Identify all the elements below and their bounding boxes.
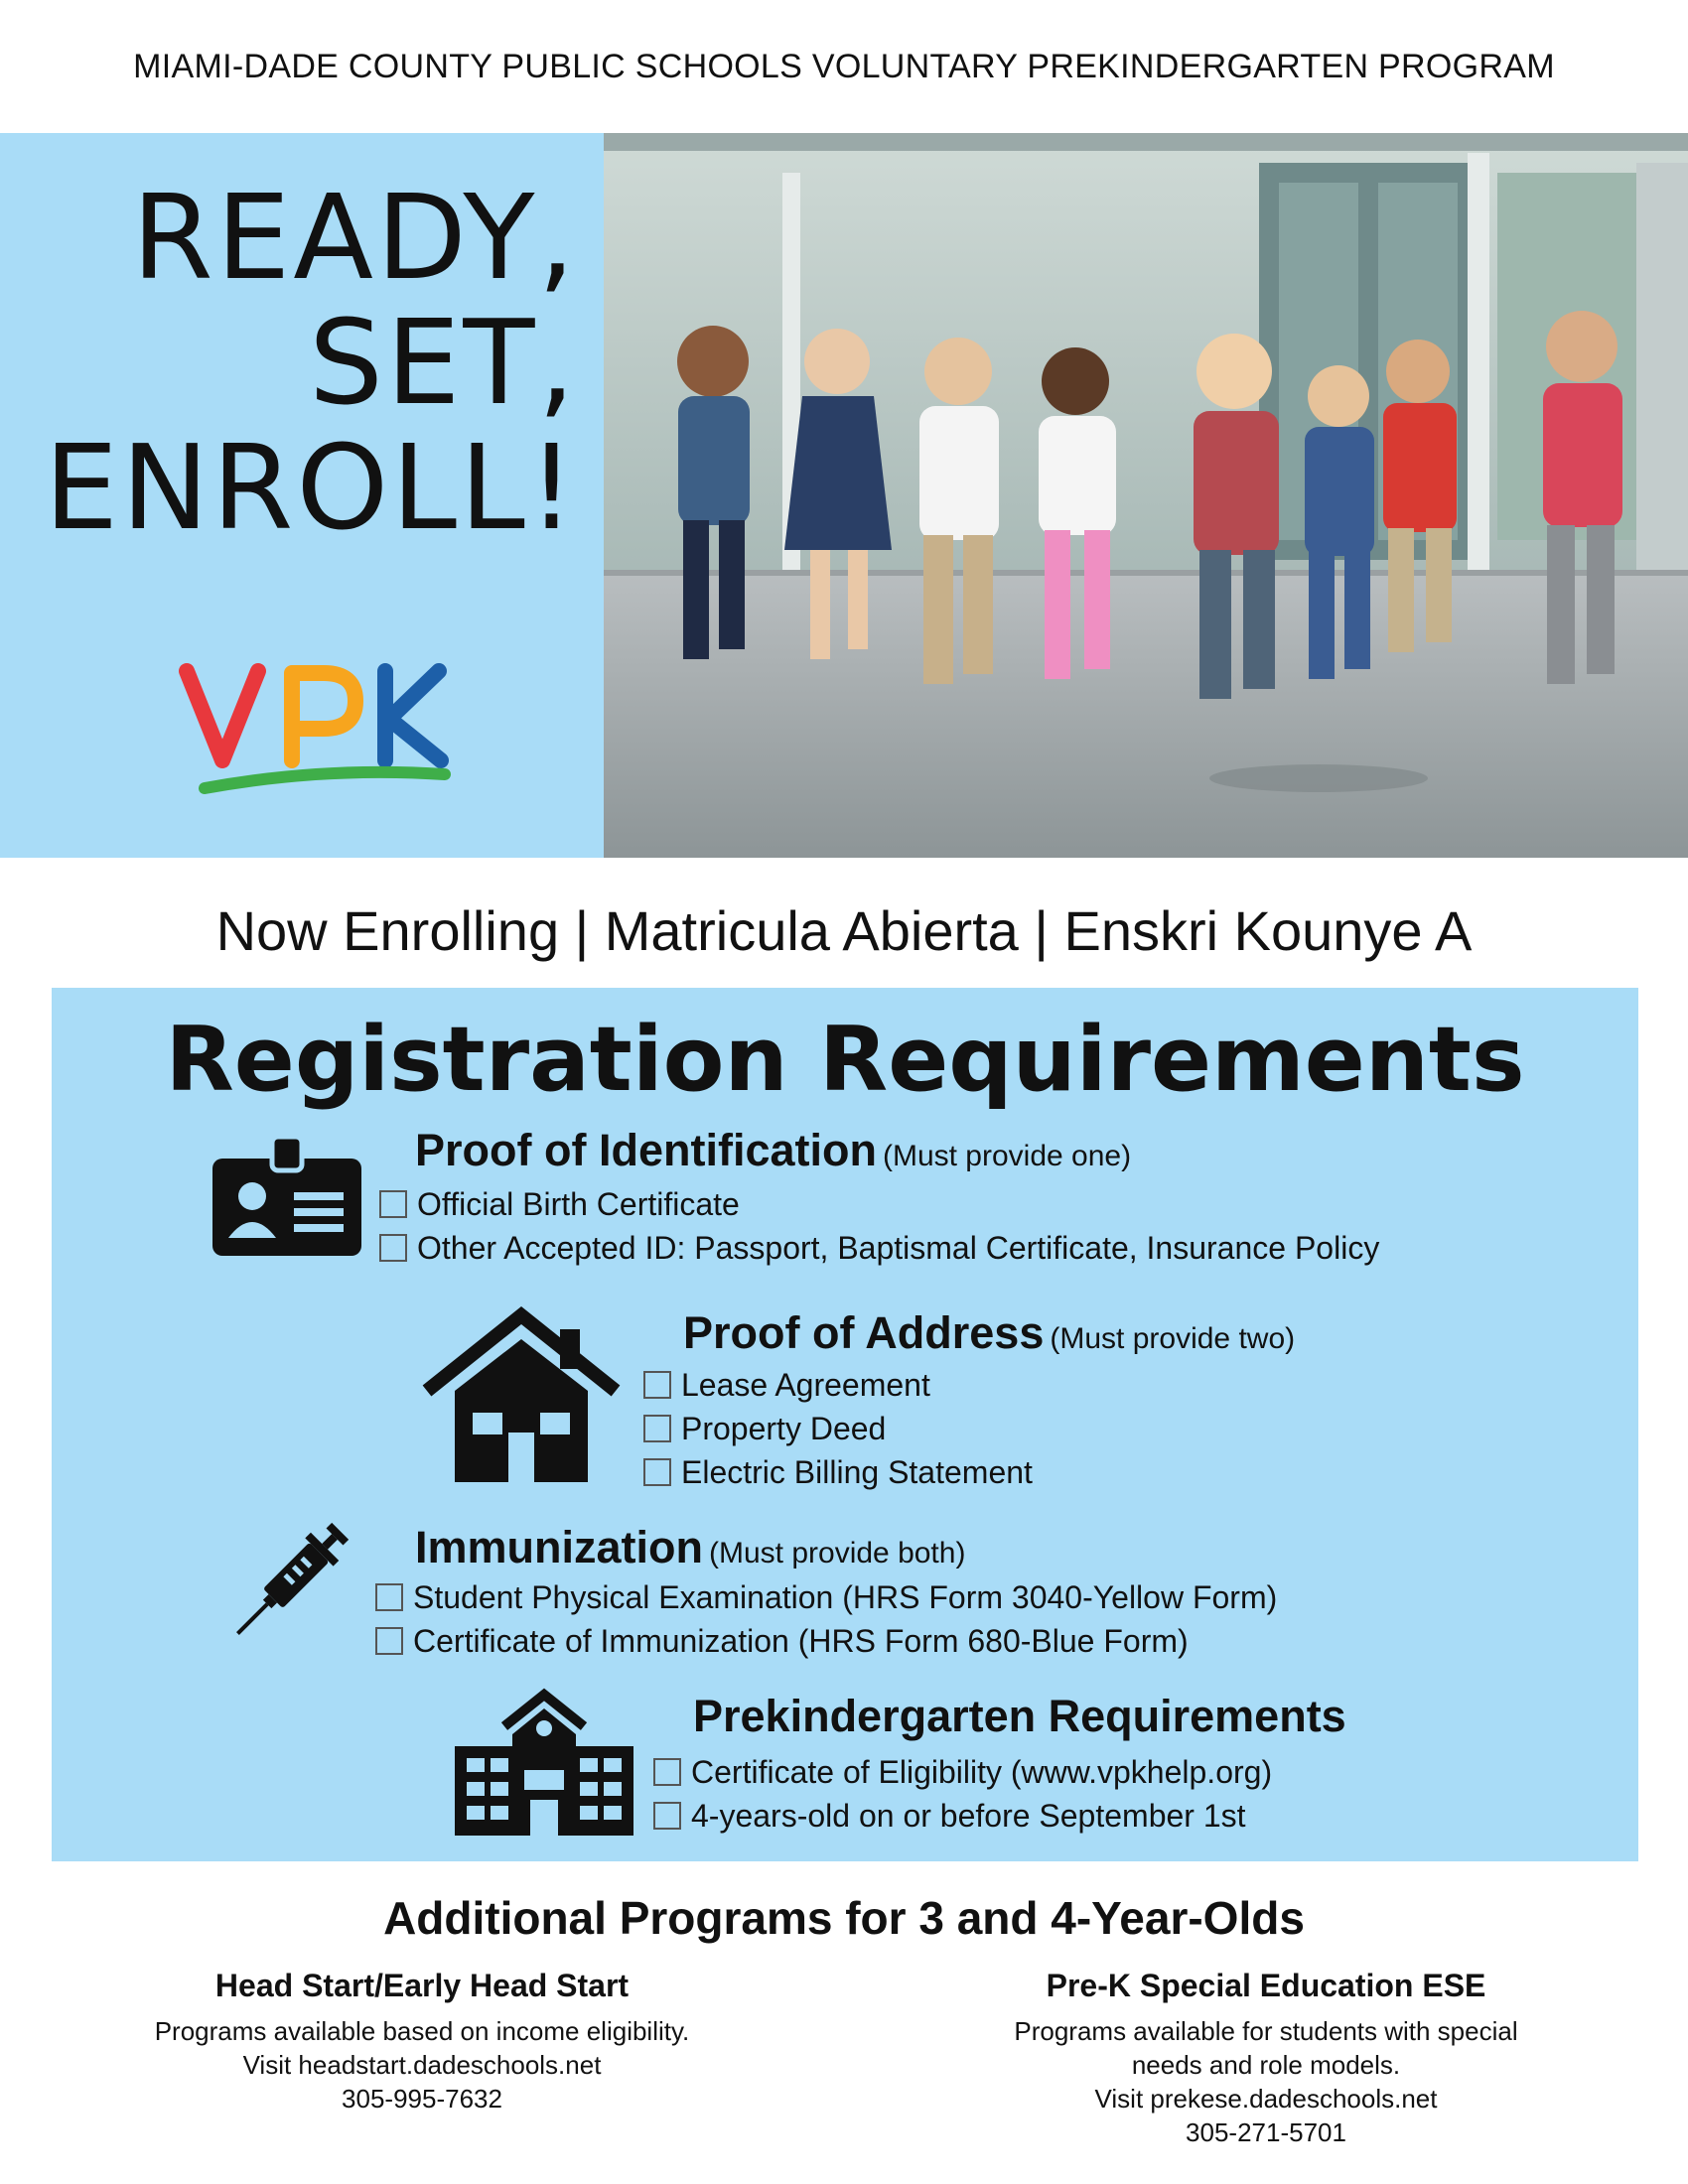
hero-title bbox=[44, 169, 578, 556]
checklist-item-label: Electric Billing Statement bbox=[681, 1453, 1033, 1490]
immunization-heading: Immunization bbox=[415, 1522, 703, 1572]
now-enrolling-banner: Now Enrolling | Matricula Abierta | Enskri Kounye A bbox=[215, 899, 1473, 962]
checklist-item[interactable] bbox=[653, 1794, 1272, 1838]
children-running-photo bbox=[604, 133, 1688, 858]
vpk-logo bbox=[175, 649, 463, 808]
hero-title-line-3: ENROLL! bbox=[44, 419, 578, 556]
address-checklist bbox=[643, 1363, 1033, 1494]
identification-note: (Must provide one) bbox=[882, 1140, 1132, 1172]
address-heading-row bbox=[683, 1307, 1295, 1359]
hero-title-line-2: SET, bbox=[308, 294, 578, 431]
ese-line: needs and role models. bbox=[1131, 2050, 1401, 2080]
prek-heading-row bbox=[693, 1691, 1346, 1742]
checkbox[interactable] bbox=[379, 1234, 407, 1262]
checkbox[interactable] bbox=[643, 1371, 671, 1399]
checklist-item-label: Certificate of Eligibility (www.vpkhelp.org) bbox=[691, 1753, 1273, 1790]
identification-checklist bbox=[379, 1182, 1379, 1270]
identification-heading: Proof of Identification bbox=[415, 1125, 877, 1175]
ese-heading: Pre-K Special Education ESE bbox=[1046, 1968, 1486, 2003]
immunization-note: (Must provide both) bbox=[709, 1537, 966, 1570]
address-note: (Must provide two) bbox=[1050, 1322, 1296, 1355]
checkbox[interactable] bbox=[375, 1583, 403, 1611]
head-start-heading: Head Start/Early Head Start bbox=[214, 1968, 630, 2003]
checkbox[interactable] bbox=[653, 1758, 681, 1786]
ese-line: Programs available for students with special bbox=[1014, 2016, 1518, 2046]
checklist-item-label: 4-years-old on or before September 1st bbox=[691, 1797, 1246, 1834]
ese-url[interactable]: Visit prekese.dadeschools.net bbox=[1094, 2084, 1438, 2114]
checklist-item[interactable] bbox=[375, 1619, 1277, 1663]
checkbox[interactable] bbox=[653, 1802, 681, 1830]
syringe-icon bbox=[228, 1512, 359, 1643]
ese-phone: 305-271-5701 bbox=[1186, 2117, 1346, 2147]
checkbox[interactable] bbox=[643, 1458, 671, 1486]
checklist-item-label: Certificate of Immunization (HRS Form 680-Blue Form) bbox=[413, 1622, 1189, 1659]
checklist-item-label: Official Birth Certificate bbox=[417, 1185, 740, 1222]
id-card-icon bbox=[212, 1137, 361, 1256]
checkbox[interactable] bbox=[375, 1627, 403, 1655]
head-start-program bbox=[99, 1968, 745, 2116]
head-start-phone: 305-995-7632 bbox=[342, 2084, 502, 2114]
house-icon bbox=[421, 1305, 622, 1482]
registration-requirements-panel bbox=[52, 988, 1638, 1861]
hero-title-line-1: READY, bbox=[131, 169, 578, 306]
checklist-item-label: Lease Agreement bbox=[681, 1366, 930, 1403]
checklist-item[interactable] bbox=[379, 1182, 1379, 1226]
checklist-item[interactable] bbox=[643, 1363, 1033, 1407]
checklist-item[interactable] bbox=[379, 1226, 1379, 1270]
immunization-heading-row bbox=[415, 1522, 965, 1573]
head-start-url[interactable]: Visit headstart.dadeschools.net bbox=[242, 2050, 602, 2080]
checklist-item-label: Other Accepted ID: Passport, Baptismal Certificate, Insurance Policy bbox=[417, 1229, 1380, 1266]
checklist-item[interactable] bbox=[643, 1450, 1033, 1494]
prek-heading: Prekindergarten Requirements bbox=[693, 1691, 1346, 1741]
head-start-line: Programs available based on income eligibility. bbox=[154, 2016, 690, 2046]
identification-heading-row bbox=[415, 1125, 1131, 1176]
registration-requirements-title: Registration Requirements bbox=[165, 1008, 1525, 1112]
additional-programs-title: Additional Programs for 3 and 4-Year-Olds bbox=[383, 1892, 1305, 1944]
immunization-checklist bbox=[375, 1575, 1277, 1663]
program-header: MIAMI-DADE COUNTY PUBLIC SCHOOLS VOLUNTARY PREKINDERGARTEN PROGRAM bbox=[133, 48, 1555, 85]
hero-panel bbox=[0, 133, 604, 858]
checkbox[interactable] bbox=[379, 1190, 407, 1218]
address-heading: Proof of Address bbox=[683, 1307, 1045, 1358]
checkbox[interactable] bbox=[643, 1415, 671, 1442]
checklist-item-label: Student Physical Examination (HRS Form 3040-Yellow Form) bbox=[413, 1578, 1278, 1615]
school-icon bbox=[455, 1685, 633, 1836]
ese-program bbox=[943, 1968, 1589, 2149]
prek-checklist bbox=[653, 1750, 1272, 1838]
checklist-item[interactable] bbox=[643, 1407, 1033, 1450]
checklist-item-label: Property Deed bbox=[681, 1410, 887, 1446]
checklist-item[interactable] bbox=[653, 1750, 1272, 1794]
checklist-item[interactable] bbox=[375, 1575, 1277, 1619]
